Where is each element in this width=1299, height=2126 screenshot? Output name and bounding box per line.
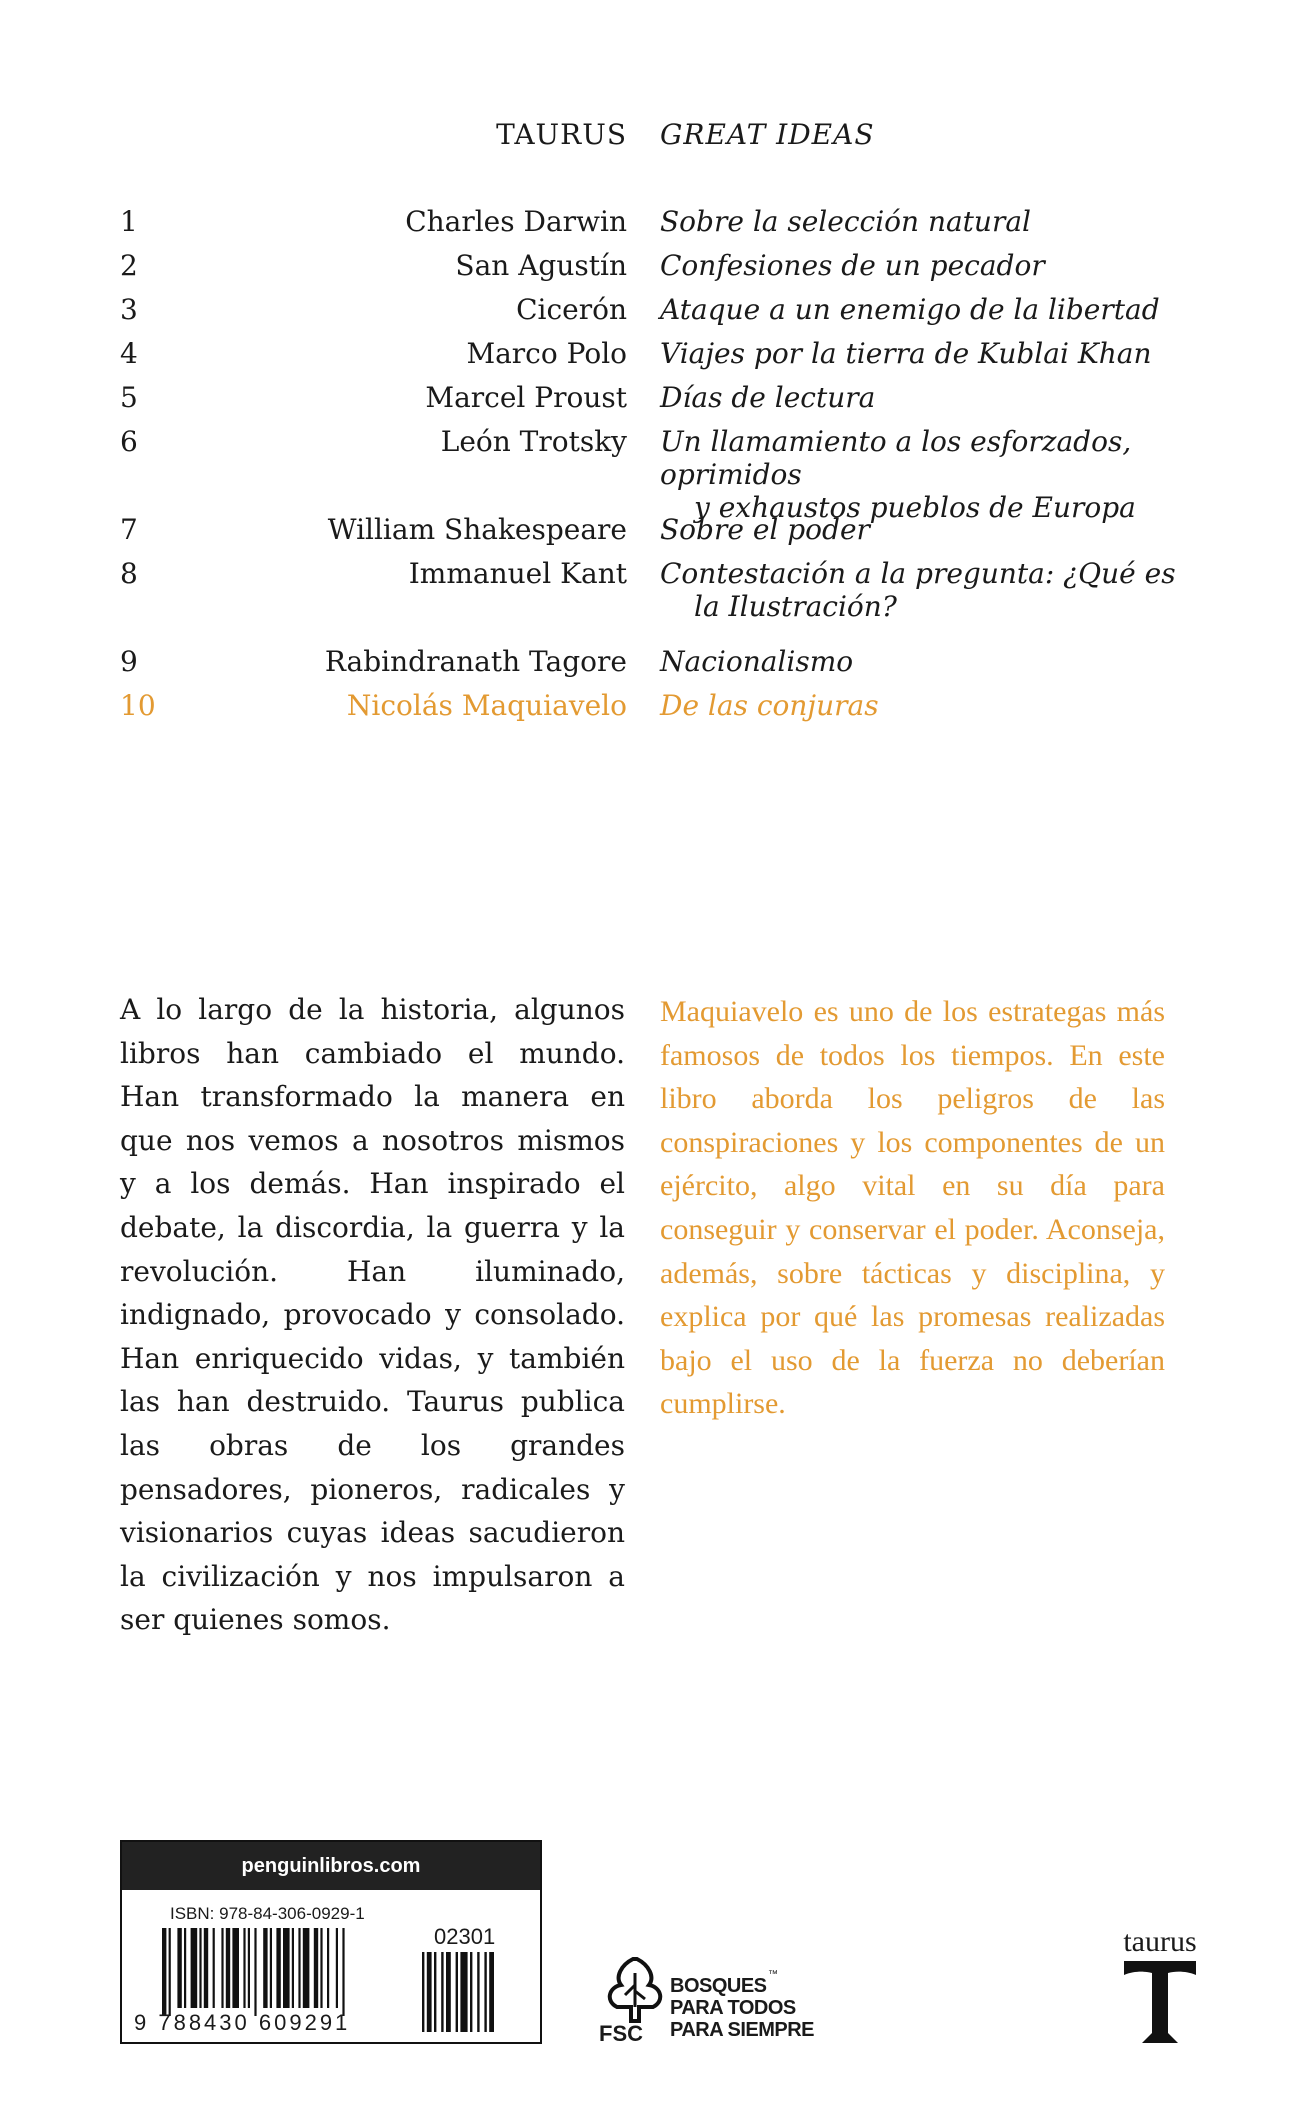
item-number: 8 [120, 557, 138, 590]
item-number: 3 [120, 293, 138, 326]
fsc-slogan [670, 1975, 814, 2041]
header-publisher: TAURUS [496, 118, 627, 151]
barcode-bar [283, 1928, 290, 2008]
barcode-bar [191, 1928, 198, 2008]
item-title: Días de lectura [660, 381, 876, 414]
list-item [0, 293, 1299, 337]
item-number: 7 [120, 513, 138, 546]
item-author: Nicolás Maquiavelo [346, 689, 627, 722]
barcode-addon-bar [470, 1952, 472, 2032]
item-number: 6 [120, 425, 138, 458]
item-title [660, 425, 1180, 524]
fsc-logo [585, 1955, 845, 2055]
item-number: 2 [120, 249, 138, 282]
list-item [0, 557, 1299, 645]
barcode-bar [184, 1928, 186, 2008]
fsc-label: FSC [599, 2021, 643, 2046]
item-number: 5 [120, 381, 138, 414]
item-author: Rabindranath Tagore [324, 645, 627, 678]
barcode-bar [213, 1928, 215, 2008]
barcode-bar [226, 1928, 230, 2008]
list-item [0, 513, 1299, 557]
barcode-bar [177, 1928, 181, 2008]
item-title [660, 557, 1180, 623]
barcode-bar [292, 1928, 294, 2008]
item-title: Ataque a un enemigo de la libertad [660, 293, 1160, 326]
barcode-addon: 02301 [434, 1924, 496, 1949]
list-item [0, 645, 1299, 689]
barcode-bar [248, 1928, 250, 2008]
item-title: Confesiones de un pecador [660, 249, 1045, 282]
fsc-slogan-line: BOSQUES [670, 1975, 767, 1997]
barcode-digits: 9 788430 609291 [134, 2010, 351, 2035]
barcode-bar [221, 1928, 223, 2008]
list-item [0, 425, 1299, 524]
item-title-line2: la Ilustración? [694, 590, 897, 623]
barcode-addon-bar [477, 1952, 479, 2032]
item-title: Viajes por la tierra de Kublai Khan [660, 337, 1152, 370]
item-number: 10 [120, 689, 156, 722]
list-item [0, 381, 1299, 425]
series-list [0, 205, 1299, 733]
publisher-logo [1110, 1925, 1210, 2049]
list-item [0, 249, 1299, 293]
tree-icon [595, 1955, 675, 2025]
barcode-bar [314, 1928, 318, 2008]
barcode-addon-bar [489, 1952, 494, 2032]
barcode-bar [243, 1928, 245, 2008]
item-number: 1 [120, 205, 138, 238]
website-label: penguinlibros.com [122, 1842, 540, 1890]
item-author: Immanuel Kant [408, 557, 627, 590]
barcode-bar [303, 1928, 310, 2008]
item-title: Sobre el poder [660, 513, 870, 546]
item-author: Cicerón [516, 293, 627, 326]
series-header [0, 118, 1299, 158]
trademark-mark: ™ [768, 1969, 778, 1980]
barcode-bar [276, 1928, 280, 2008]
barcode-bar [254, 1928, 256, 2016]
barcode-addon-bar [434, 1952, 436, 2032]
barcode-addon-bar [441, 1952, 443, 2032]
barcode-bar [342, 1928, 344, 2016]
barcode-bar [199, 1928, 201, 2008]
barcode-addon-bar [460, 1952, 467, 2032]
item-title-line1: Un llamamiento a los esforzados, oprimidos [660, 425, 1132, 491]
item-author: Marco Polo [466, 337, 627, 370]
taurus-t-icon [1120, 1959, 1200, 2045]
barcode-bar [298, 1928, 300, 2008]
publisher-wordmark: taurus [1123, 1925, 1197, 1958]
barcode-addon-bar [484, 1952, 486, 2032]
barcode-bar [327, 1928, 329, 2008]
barcode-bar [169, 1928, 171, 2016]
barcode-addon-bar [456, 1952, 458, 2032]
item-author: William Shakespeare [327, 513, 627, 546]
item-author: Charles Darwin [405, 205, 627, 238]
item-author: Marcel Proust [425, 381, 627, 414]
barcode-bar [270, 1928, 272, 2008]
item-author: León Trotsky [440, 425, 627, 458]
item-title-line1: Contestación a la pregunta: ¿Qué es [660, 557, 1176, 590]
series-description: A lo largo de la historia, algunos libros han cambiado el mundo. Han transformado la manera en que nos vemos a nosotros mismos y a los demás. Han inspirado el debate, la discordia, la guerra y la revolución. Han iluminado, indignado, provocado y consolado. Han enriquecido vidas, y también las han destruido. Taurus publica las obras de los grandes pensadores, pioneros, radicales y visionarios cuyas ideas sacudieron la civilización y nos impulsaron a ser quienes somos. [120, 993, 625, 1637]
fsc-slogan-line: PARA SIEMPRE [670, 2019, 815, 2041]
list-item-current [0, 689, 1299, 733]
barcode-bar [204, 1928, 208, 2008]
item-title: De las conjuras [660, 689, 879, 722]
header-series: GREAT IDEAS [660, 118, 875, 151]
list-item [0, 337, 1299, 381]
fsc-slogan-line: PARA TODOS [670, 1997, 796, 2019]
book-description: Maquiavelo es uno de los estrategas más famosos de todos los tiempos. En este libro aborda los peligros de las conspiraciones y los componentes de un ejército, algo vital en su día para conseguir y conservar el poder. Aconseja, además, sobre tácticas y disciplina, y explica por qué las promesas realizadas bajo el uso de la fuerza no deberían cumplirse. [660, 995, 1165, 1421]
barcode-bar [336, 1928, 338, 2008]
item-title-line2: y exhaustos pueblos de Europa [694, 491, 1136, 524]
list-item [0, 205, 1299, 249]
barcode-box [120, 1840, 542, 2044]
item-author: San Agustín [455, 249, 627, 282]
isbn-label: ISBN: 978-84-306-0929-1 [170, 1904, 365, 1923]
item-number: 4 [120, 337, 138, 370]
barcode-bar [263, 1928, 267, 2008]
barcode-bar [162, 1928, 166, 2016]
barcode-addon-bar [422, 1952, 424, 2032]
barcode-addon-bar [427, 1952, 432, 2032]
barcode-bar [320, 1928, 322, 2008]
item-number: 9 [120, 645, 138, 678]
barcode-bar [232, 1928, 239, 2008]
item-title: Sobre la selección natural [660, 205, 1031, 238]
barcode-addon-bar [446, 1952, 451, 2032]
item-title: Nacionalismo [660, 645, 854, 678]
